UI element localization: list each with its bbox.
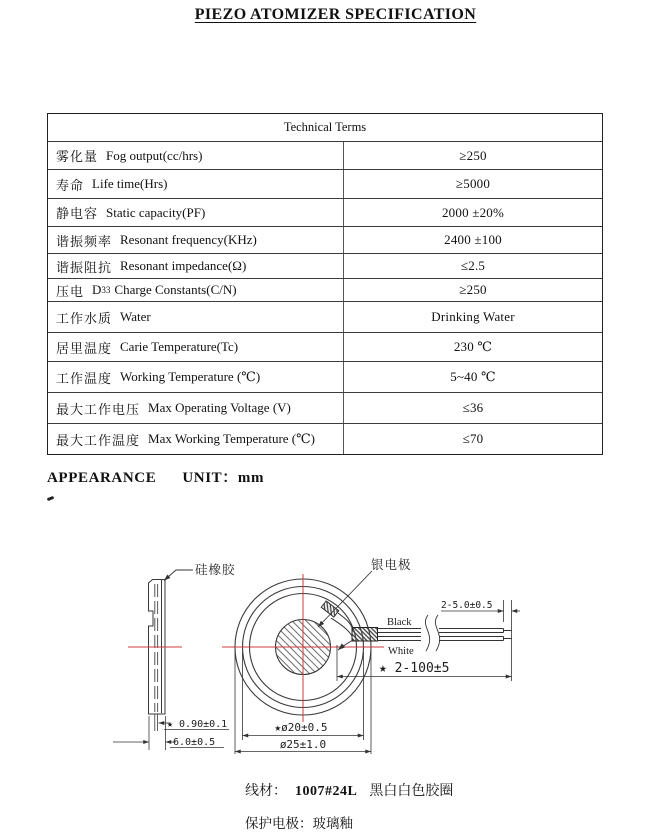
table-header: Technical Terms bbox=[283, 120, 367, 134]
table-row bbox=[48, 332, 602, 361]
row-label-cn: 最大工作温度 bbox=[56, 432, 141, 448]
row-label-cn: 工作水质 bbox=[56, 310, 113, 326]
table-row bbox=[48, 198, 602, 226]
wire-material-label: 线材： bbox=[245, 784, 287, 799]
row-label-en: Fog output(cc/hrs) bbox=[106, 147, 203, 163]
table-row bbox=[48, 141, 602, 169]
black-wire-label: Black bbox=[387, 617, 412, 628]
wire-crimp bbox=[352, 628, 378, 642]
row-label-cn: 寿命 bbox=[56, 177, 85, 193]
row-label-cn: 谐振阻抗 bbox=[56, 259, 113, 275]
row-value: 230 ℃ bbox=[453, 339, 493, 354]
row-value: ≥250 bbox=[459, 147, 487, 163]
wire-material-code: 1007#24L bbox=[295, 784, 358, 799]
dim-wire-length: ★ 2-100±5 bbox=[379, 661, 450, 676]
stray-mark bbox=[47, 496, 55, 501]
row-label-en: Resonant impedance(Ω) bbox=[120, 258, 247, 273]
row-value: ≤36 bbox=[462, 400, 484, 415]
wire-break-symbol bbox=[425, 615, 429, 651]
row-value: Drinking Water bbox=[431, 309, 515, 324]
appearance-heading bbox=[47, 466, 264, 487]
row-value: 2400 ±100 bbox=[444, 232, 502, 247]
row-label-cn: 谐振频率 bbox=[56, 233, 113, 249]
wire-material-note bbox=[245, 780, 453, 800]
table-row bbox=[48, 278, 602, 301]
white-wire-label: White bbox=[388, 646, 414, 657]
dim-disc-thickness: ★ 0.90±0.1 bbox=[167, 719, 228, 730]
table-row bbox=[48, 392, 602, 423]
row-label-en: Charge Constants(C/N) bbox=[114, 282, 237, 297]
row-label-en: Working Temperature (℃) bbox=[120, 369, 261, 384]
row-label-cn: 工作温度 bbox=[56, 370, 113, 386]
row-label-en: Max Working Temperature (℃) bbox=[148, 431, 315, 446]
row-label-en: Resonant frequency(KHz) bbox=[120, 232, 257, 247]
dim-disc-dia: ø25±1.0 bbox=[279, 738, 327, 751]
row-label-cn: 压电 bbox=[56, 283, 85, 299]
appearance-drawing bbox=[0, 545, 671, 775]
silver-electrode-label: 银电极 bbox=[371, 558, 412, 572]
table-row bbox=[48, 169, 602, 198]
table-row bbox=[48, 253, 602, 278]
row-label-en: Max Operating Voltage (V) bbox=[148, 400, 291, 415]
dim-wire-tip: 2-5.0±0.5 bbox=[441, 600, 493, 611]
row-label-en: Water bbox=[120, 309, 151, 324]
row-value: ≥250 bbox=[459, 282, 487, 297]
silicone-leader bbox=[164, 570, 193, 581]
unit-label: UNIT：mm bbox=[182, 470, 265, 486]
row-value: ≤70 bbox=[462, 431, 484, 446]
leader-lines bbox=[164, 570, 372, 627]
row-label-en-d: D bbox=[92, 282, 102, 297]
row-label-cn: 最大工作电压 bbox=[56, 401, 141, 417]
dim-electrode-dia: ★ø20±0.5 bbox=[274, 721, 328, 734]
technical-terms-table bbox=[47, 113, 603, 455]
row-label-cn: 静电容 bbox=[56, 206, 99, 221]
dim-total-thickness: 6.0±0.5 bbox=[173, 737, 216, 748]
row-label-en: Carie Temperature(Tc) bbox=[120, 339, 239, 354]
wire-color-note: 黑白白色胶圈 bbox=[369, 784, 454, 799]
row-label-en: Life time(Hrs) bbox=[92, 176, 168, 191]
row-label-en: Static capacity(PF) bbox=[106, 204, 206, 220]
row-label-cn: 雾化量 bbox=[56, 149, 99, 164]
table-row bbox=[48, 423, 602, 454]
silicone-label: 硅橡胶 bbox=[195, 563, 236, 577]
row-value: 2000 ±20% bbox=[441, 204, 504, 220]
table-row bbox=[48, 226, 602, 253]
row-value: ≤2.5 bbox=[460, 258, 486, 273]
appearance-label: APPEARANCE bbox=[47, 470, 157, 486]
row-value: ≥5000 bbox=[455, 176, 491, 191]
side-view bbox=[149, 580, 166, 751]
table-row bbox=[48, 361, 602, 392]
protective-electrode-note: 保护电极：玻璃釉 bbox=[245, 816, 353, 831]
table-row bbox=[48, 301, 602, 332]
white-wire-leader bbox=[338, 640, 353, 650]
row-value: 5~40 ℃ bbox=[450, 369, 496, 384]
row-label-cn: 居里温度 bbox=[56, 340, 113, 356]
page-title: PIEZO ATOMIZER SPECIFICATION bbox=[194, 6, 477, 23]
row-label-en-sub: 33 bbox=[101, 285, 111, 295]
